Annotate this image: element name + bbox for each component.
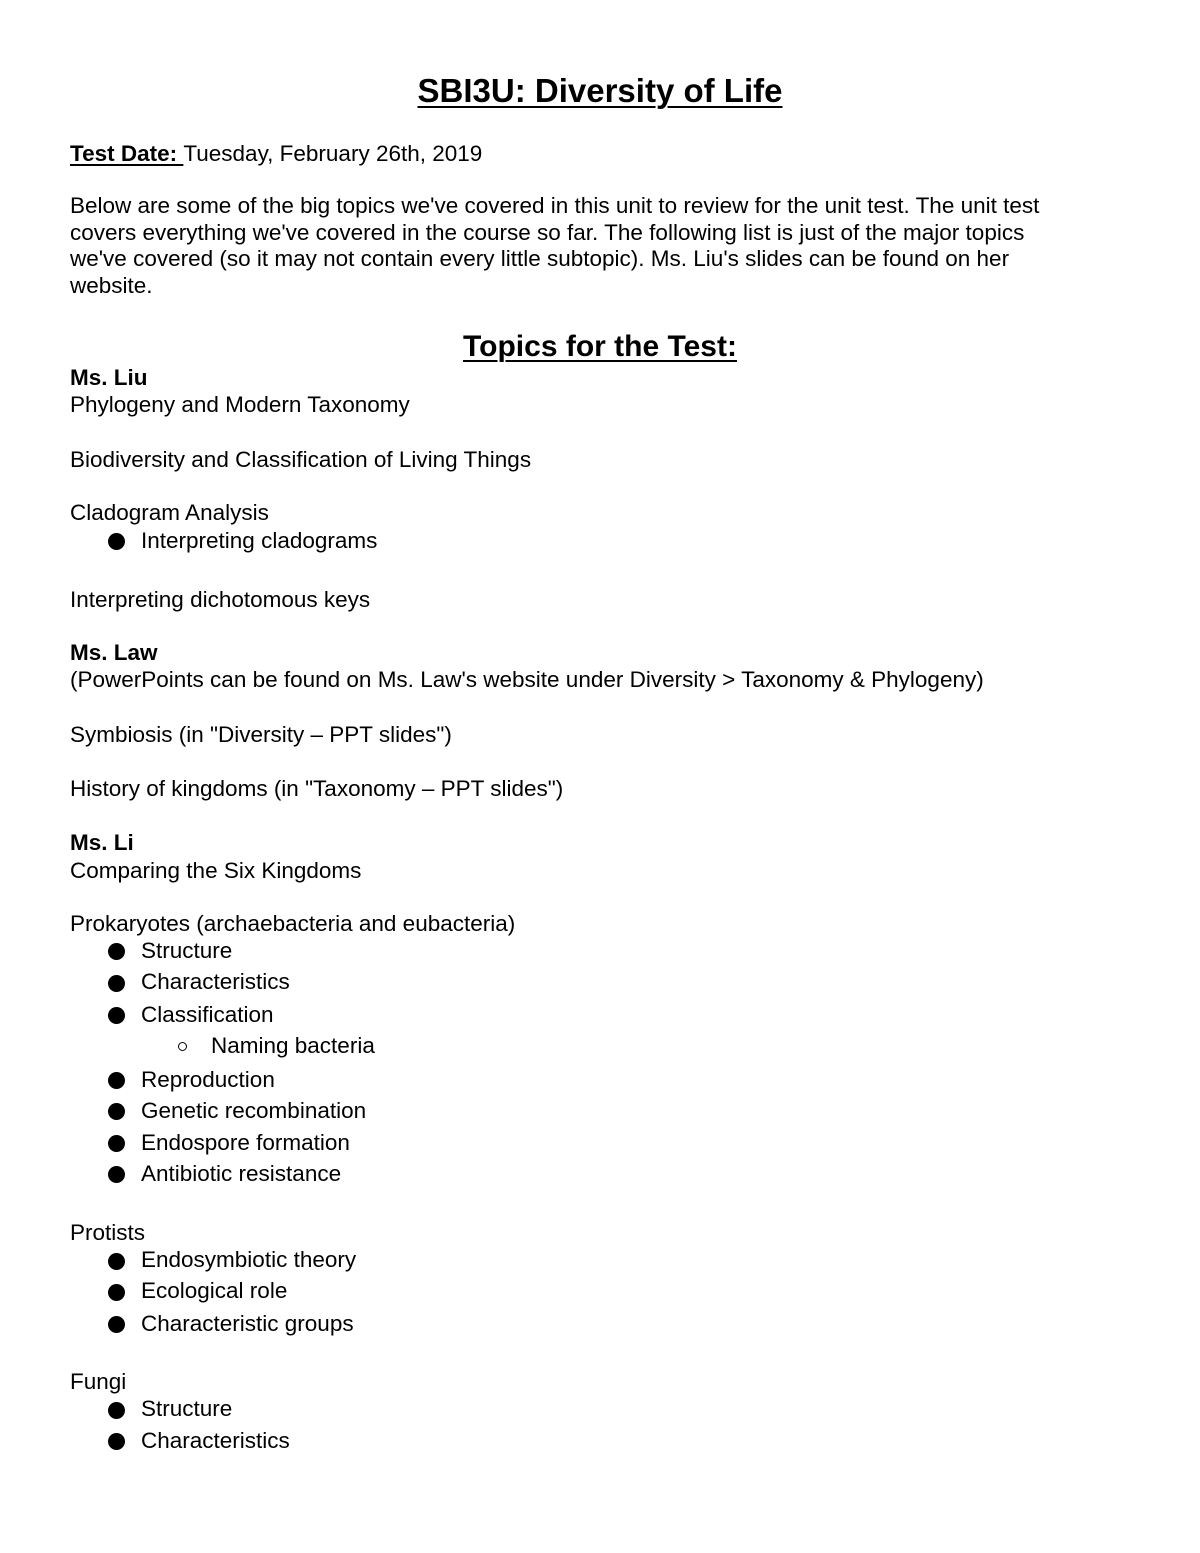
intro-line: we've covered (so it may not contain every little subtopic). Ms. Liu's slides can be found on her xyxy=(70,246,1010,272)
list-item: Classification xyxy=(141,1002,274,1027)
list-item: Structure xyxy=(141,938,233,963)
bullet-icon xyxy=(108,975,125,992)
list-item: Ecological role xyxy=(141,1278,288,1303)
li-topic-six-kingdoms: Comparing the Six Kingdoms xyxy=(70,858,362,883)
bullet-icon xyxy=(108,1007,125,1024)
sub-list-item: Naming bacteria xyxy=(211,1033,375,1058)
bullet-icon xyxy=(108,1316,125,1333)
liu-topic-cladogram: Cladogram Analysis xyxy=(70,500,269,525)
list-item: Characteristics xyxy=(141,969,290,994)
list-item: Endospore formation xyxy=(141,1130,350,1155)
list-item: Structure xyxy=(141,1396,233,1421)
intro-line: website. xyxy=(70,273,153,299)
bullet-icon xyxy=(108,943,125,960)
prokaryotes-heading: Prokaryotes (archaebacteria and eubacteria) xyxy=(70,911,516,936)
topics-heading: Topics for the Test: xyxy=(463,330,737,363)
bullet-icon xyxy=(108,1103,125,1120)
bullet-icon xyxy=(108,1166,125,1183)
liu-heading: Ms. Liu xyxy=(70,365,148,390)
intro-paragraph xyxy=(70,193,1130,300)
fungi-heading: Fungi xyxy=(70,1369,127,1394)
list-item: Characteristics xyxy=(141,1428,290,1453)
list-item: Reproduction xyxy=(141,1067,275,1092)
bullet-icon xyxy=(108,1135,125,1152)
list-item: Characteristic groups xyxy=(141,1311,354,1336)
law-topic-kingdoms: History of kingdoms (in "Taxonomy – PPT slides") xyxy=(70,776,564,801)
liu-topic-biodiversity: Biodiversity and Classification of Living Things xyxy=(70,447,532,472)
bullet-icon xyxy=(108,1253,125,1270)
protists-heading: Protists xyxy=(70,1220,146,1245)
law-topic-symbiosis: Symbiosis (in "Diversity – PPT slides") xyxy=(70,722,452,747)
law-heading: Ms. Law xyxy=(70,640,158,665)
bullet-icon xyxy=(108,1072,125,1089)
liu-topic-phylogeny: Phylogeny and Modern Taxonomy xyxy=(70,392,410,417)
intro-line: Below are some of the big topics we've covered in this unit to review for the unit test. The unit test xyxy=(70,193,1040,218)
liu-topic-dichotomous: Interpreting dichotomous keys xyxy=(70,587,371,612)
document-title: SBI3U: Diversity of Life xyxy=(417,72,783,109)
intro-line: covers everything we've covered in the course so far. The following list is just of the major topics xyxy=(70,219,1025,245)
bullet-icon xyxy=(108,1402,125,1419)
list-item: Endosymbiotic theory xyxy=(141,1247,357,1272)
bullet-icon xyxy=(108,1284,125,1301)
list-item: Antibiotic resistance xyxy=(141,1161,342,1186)
li-heading: Ms. Li xyxy=(70,830,134,855)
test-date-label: Test Date: xyxy=(70,141,184,166)
circle-bullet-icon xyxy=(178,1042,187,1051)
test-date-line xyxy=(70,140,482,167)
list-item: Genetic recombination xyxy=(141,1098,367,1123)
list-item: Interpreting cladograms xyxy=(141,528,378,553)
bullet-icon xyxy=(108,533,125,550)
test-date-value: Tuesday, February 26th, 2019 xyxy=(183,141,483,166)
bullet-icon xyxy=(108,1433,125,1450)
law-note: (PowerPoints can be found on Ms. Law's website under Diversity > Taxonomy & Phylogeny) xyxy=(70,667,984,692)
